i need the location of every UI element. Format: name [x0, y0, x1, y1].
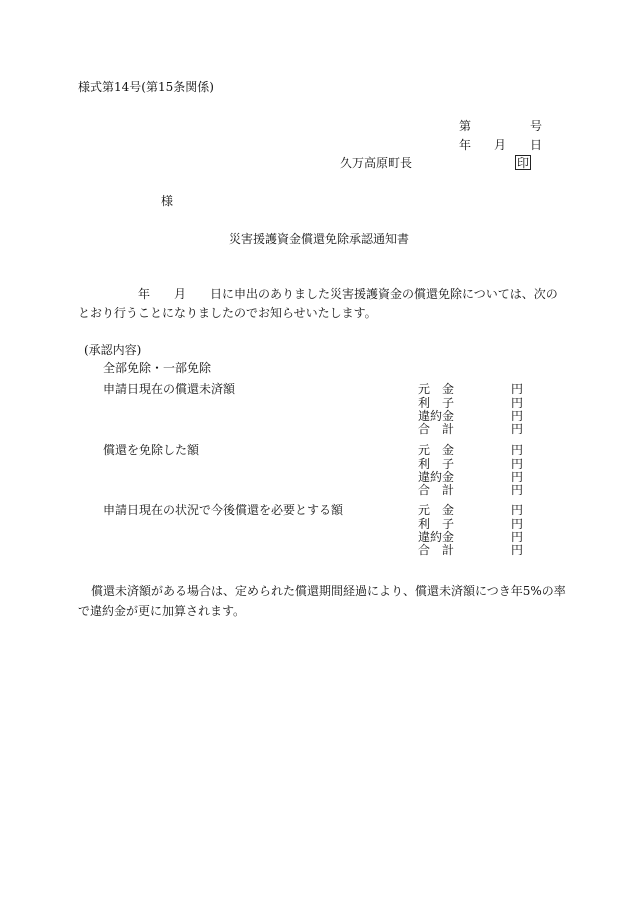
- document-number-prefix: 第: [459, 119, 472, 133]
- body-month-label: 月: [174, 287, 187, 301]
- yen-unit: 円: [511, 483, 524, 497]
- penalty-note-line-2: で違約金が更に加算されます。: [78, 604, 246, 618]
- penalty-label: 違約金: [418, 409, 455, 423]
- principal-label: 元 金: [418, 382, 455, 396]
- date-day-label: 日: [530, 138, 543, 152]
- penalty-label: 違約金: [418, 530, 455, 544]
- principal-label: 元 金: [418, 503, 455, 517]
- principal-label: 元 金: [418, 443, 455, 457]
- penalty-note-line-1: 償還未済額がある場合は、定められた償還期間経過により、償還未済額につき年5%の率: [91, 584, 566, 598]
- body-year-label: 年: [138, 287, 151, 301]
- total-label: 合 計: [418, 483, 455, 497]
- yen-unit: 円: [511, 457, 524, 471]
- interest-label: 利 子: [418, 396, 455, 410]
- date-year-label: 年: [459, 138, 472, 152]
- yen-unit: 円: [511, 470, 524, 484]
- total-label: 合 計: [418, 543, 455, 557]
- yen-unit: 円: [511, 503, 524, 517]
- issuer-name: 久万高原町長: [340, 156, 413, 170]
- yen-unit: 円: [511, 517, 524, 531]
- yen-unit: 円: [511, 530, 524, 544]
- document-number-suffix: 号: [530, 119, 543, 133]
- document-title: 災害援護資金償還免除承認通知書: [229, 232, 410, 246]
- addressee-honorific: 様: [161, 194, 174, 208]
- yen-unit: 円: [511, 382, 524, 396]
- seal-mark: 印: [517, 156, 530, 170]
- approval-heading: (承認内容): [84, 343, 142, 357]
- interest-label: 利 子: [418, 457, 455, 471]
- yen-unit: 円: [511, 409, 524, 423]
- yen-unit: 円: [511, 543, 524, 557]
- penalty-label: 違約金: [418, 470, 455, 484]
- yen-unit: 円: [511, 443, 524, 457]
- approval-type-line: 全部免除・一部免除: [103, 361, 212, 375]
- section-outstanding-label: 申請日現在の償還未済額: [103, 382, 236, 396]
- body-line-2: とおり行うことになりましたのでお知らせいたします。: [78, 306, 377, 320]
- interest-label: 利 子: [418, 517, 455, 531]
- form-number: 様式第14号(第15条関係): [78, 80, 214, 94]
- official-seal: [515, 155, 531, 170]
- body-line-1: 日に申出のありました災害援護資金の償還免除については、次の: [210, 287, 558, 301]
- section-exempted-label: 償還を免除した額: [103, 443, 200, 457]
- date-month-label: 月: [494, 138, 507, 152]
- total-label: 合 計: [418, 422, 455, 436]
- yen-unit: 円: [511, 422, 524, 436]
- section-remaining-label: 申請日現在の状況で今後償還を必要とする額: [103, 503, 344, 517]
- yen-unit: 円: [511, 396, 524, 410]
